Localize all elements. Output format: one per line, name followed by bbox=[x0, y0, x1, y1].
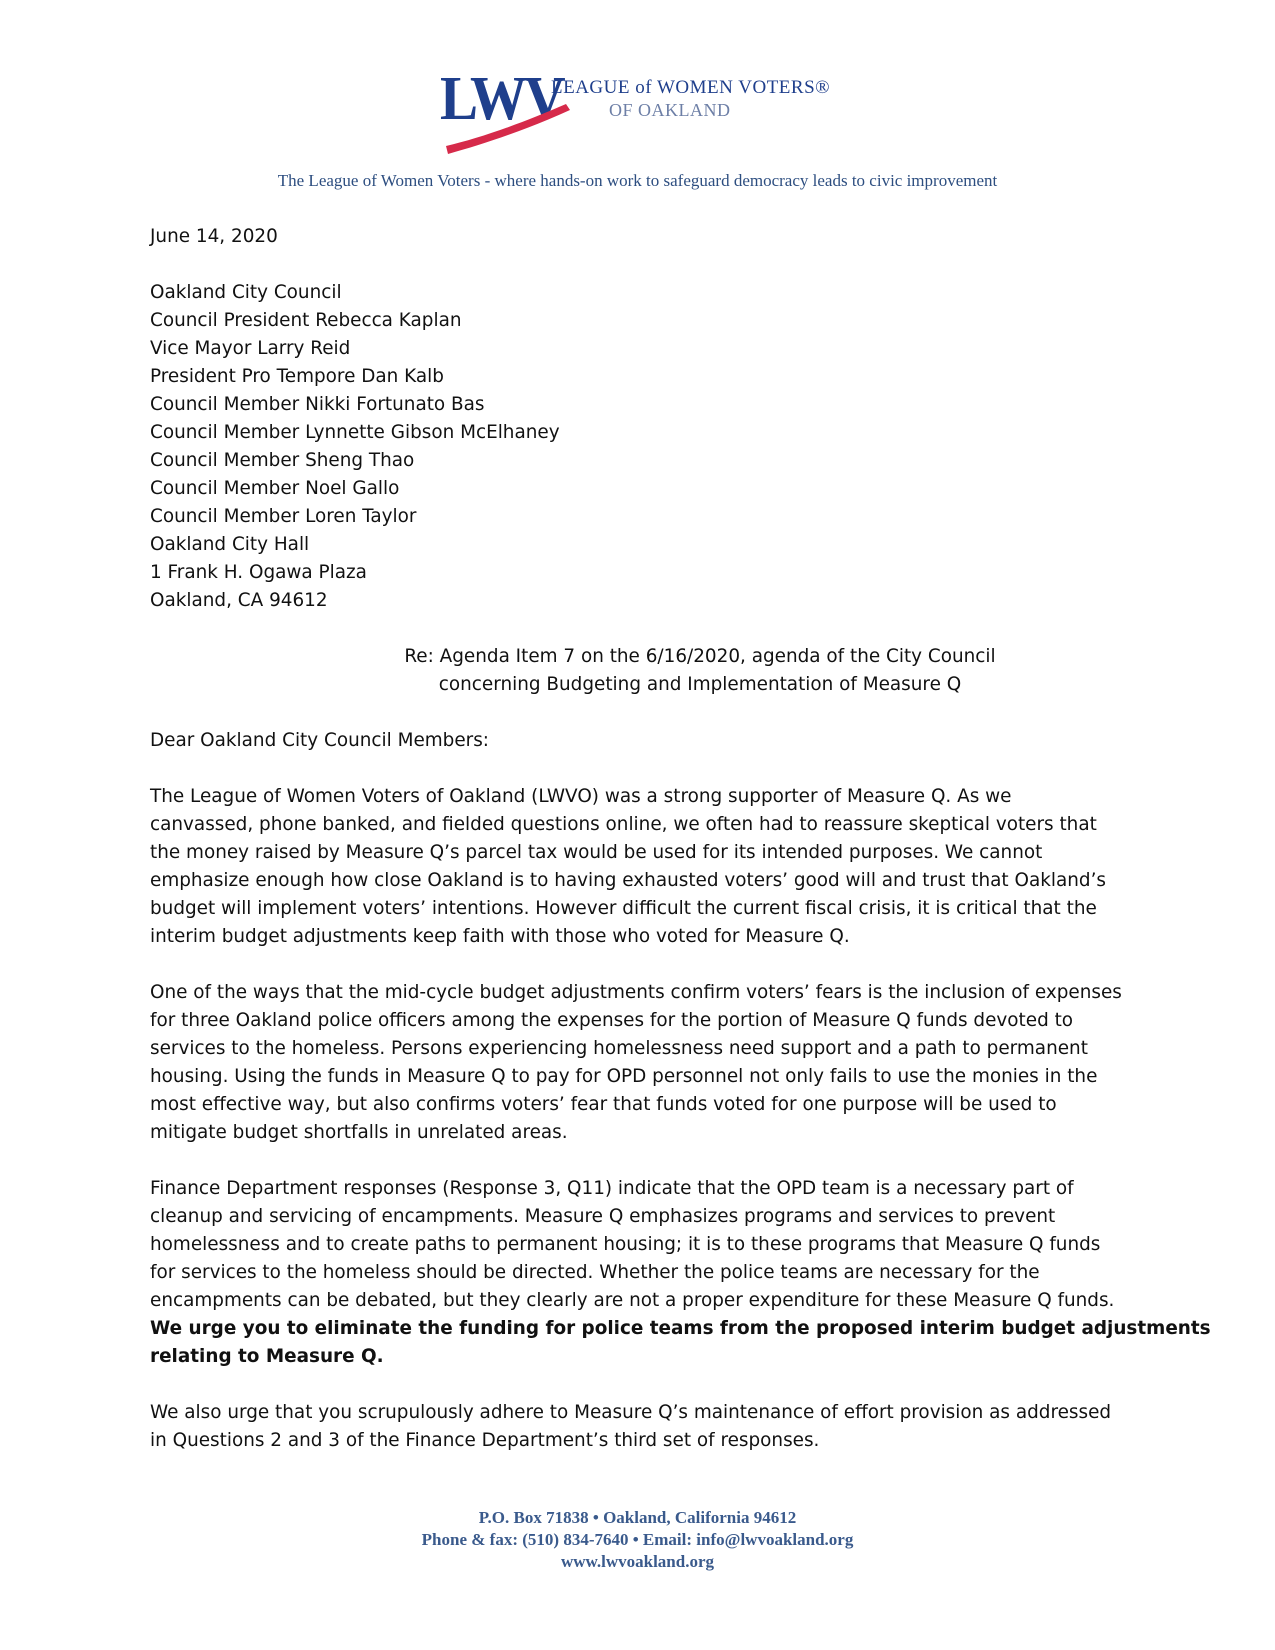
recipient-address bbox=[150, 279, 1130, 615]
paragraph-line: We also urge that you scrupulously adhere to Measure Q’s maintenance of effort provision as addressed bbox=[150, 1402, 1112, 1423]
address-line: Oakland City Council bbox=[150, 282, 342, 303]
letter-date: June 14, 2020 bbox=[150, 226, 278, 247]
paragraph-1 bbox=[150, 783, 1130, 951]
paragraph-line: housing. Using the funds in Measure Q to pay for OPD personnel not only fails to use the monies in the bbox=[150, 1066, 1098, 1087]
subject-line-1: Re: Agenda Item 7 on the 6/16/2020, agenda of the City Council bbox=[404, 646, 996, 667]
footer-address: P.O. Box 71838 • Oakland, California 94612 bbox=[478, 1508, 797, 1527]
paragraph-line: mitigate budget shortfalls in unrelated areas. bbox=[150, 1122, 568, 1143]
paragraph-line: One of the ways that the mid-cycle budget adjustments confirm voters’ fears is the inclusion of expenses bbox=[150, 982, 1122, 1003]
paragraph-line: services to the homeless. Persons experiencing homelessness need support and a path to permanent bbox=[150, 1038, 1088, 1059]
paragraph-line: Finance Department responses (Response 3, Q11) indicate that the OPD team is a necessary part of bbox=[150, 1178, 1074, 1199]
paragraph-line: homelessness and to create paths to permanent housing; it is to these programs that Measure Q funds bbox=[150, 1234, 1101, 1255]
lwv-logo bbox=[440, 65, 860, 160]
address-line: Council Member Sheng Thao bbox=[150, 450, 415, 471]
address-line: Council Member Loren Taylor bbox=[150, 506, 417, 527]
logo-org-name: LEAGUE of WOMEN VOTERS® bbox=[551, 77, 831, 98]
address-line: 1 Frank H. Ogawa Plaza bbox=[150, 562, 367, 583]
urge-statement-line: relating to Measure Q. bbox=[150, 1346, 384, 1367]
paragraph-3 bbox=[150, 1175, 1211, 1371]
paragraph-4 bbox=[150, 1399, 1130, 1455]
paragraph-line: most effective way, but also confirms voters’ fear that funds voted for one purpose will be used to bbox=[150, 1094, 1057, 1115]
letter-footer bbox=[0, 1507, 1275, 1573]
footer-contact: Phone & fax: (510) 834-7640 • Email: info@lwvoakland.org bbox=[421, 1530, 854, 1549]
tagline: The League of Women Voters - where hands-on work to safeguard democracy leads to civic improvement bbox=[277, 171, 998, 190]
paragraph-line: canvassed, phone banked, and fielded questions online, we often had to reassure skeptical voters that bbox=[150, 814, 1097, 835]
address-line: President Pro Tempore Dan Kalb bbox=[150, 366, 444, 387]
address-line: Vice Mayor Larry Reid bbox=[150, 338, 351, 359]
paragraph-line: cleanup and servicing of encampments. Measure Q emphasizes programs and services to prevent bbox=[150, 1206, 1056, 1227]
address-line: Oakland, CA 94612 bbox=[150, 590, 328, 611]
paragraph-line: for three Oakland police officers among the expenses for the portion of Measure Q funds devoted to bbox=[150, 1010, 1074, 1031]
address-line: Council Member Nikki Fortunato Bas bbox=[150, 394, 485, 415]
paragraph-line: for services to the homeless should be directed. Whether the police teams are necessary for the bbox=[150, 1262, 1040, 1283]
salutation: Dear Oakland City Council Members: bbox=[150, 730, 489, 751]
address-line: Council Member Lynnette Gibson McElhaney bbox=[150, 422, 560, 443]
paragraph-2 bbox=[150, 979, 1130, 1147]
logo-city-name: OF OAKLAND bbox=[609, 100, 731, 120]
paragraph-line: interim budget adjustments keep faith with those who voted for Measure Q. bbox=[150, 926, 850, 947]
paragraph-line: The League of Women Voters of Oakland (LWVO) was a strong supporter of Measure Q. As we bbox=[150, 786, 1012, 807]
urge-statement-line: We urge you to eliminate the funding for police teams from the proposed interim budget adjustments bbox=[150, 1318, 1211, 1339]
paragraph-line: in Questions 2 and 3 of the Finance Department’s third set of responses. bbox=[150, 1430, 820, 1451]
address-line: Council President Rebecca Kaplan bbox=[150, 310, 462, 331]
paragraph-line: encampments can be debated, but they clearly are not a proper expenditure for these Measure Q funds. bbox=[150, 1290, 1115, 1311]
letter-body bbox=[150, 223, 1211, 1483]
paragraph-line: budget will implement voters’ intentions. However difficult the current fiscal crisis, it is critical that the bbox=[150, 898, 1097, 919]
letterhead bbox=[0, 60, 1275, 160]
subject-line-2: concerning Budgeting and Implementation of Measure Q bbox=[438, 674, 962, 695]
address-line: Council Member Noel Gallo bbox=[150, 478, 400, 499]
subject-line bbox=[150, 643, 1130, 699]
address-line: Oakland City Hall bbox=[150, 534, 310, 555]
footer-website[interactable]: www.lwvoakland.org bbox=[560, 1552, 715, 1571]
logo-letters: LWV bbox=[440, 65, 563, 133]
paragraph-line: the money raised by Measure Q’s parcel tax would be used for its intended purposes. We cannot bbox=[150, 842, 1043, 863]
paragraph-line: emphasize enough how close Oakland is to having exhausted voters’ good will and trust that Oakland’s bbox=[150, 870, 1107, 891]
